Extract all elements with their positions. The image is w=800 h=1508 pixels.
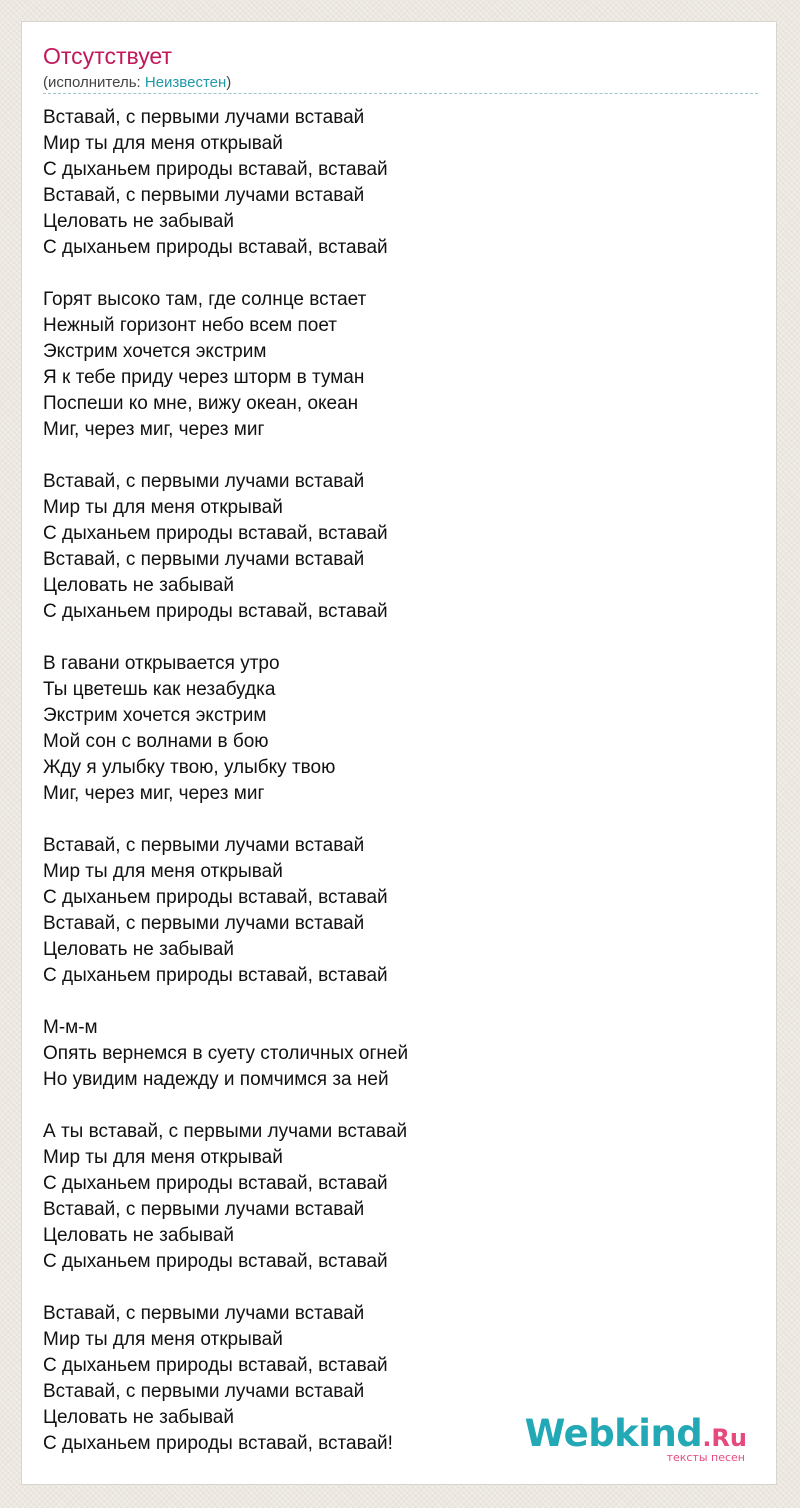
lyrics-line: Жду я улыбку твою, улыбку твою <box>43 757 336 778</box>
lyrics-line: С дыханьем природы вставай, вставай! <box>43 1433 393 1454</box>
lyrics-line: С дыханьем природы вставай, вставай <box>43 159 388 180</box>
lyrics-line: Нежный горизонт небо всем поет <box>43 315 337 336</box>
lyrics-stanza <box>43 833 743 989</box>
lyrics-line: С дыханьем природы вставай, вставай <box>43 601 388 622</box>
lyrics-line: С дыханьем природы вставай, вставай <box>43 887 388 908</box>
lyrics-line: Целовать не забывай <box>43 211 234 232</box>
lyrics-line: С дыханьем природы вставай, вставай <box>43 1251 388 1272</box>
artist-suffix: ) <box>226 74 232 91</box>
lyrics-line: Целовать не забывай <box>43 1225 234 1246</box>
title-divider <box>43 93 758 94</box>
lyrics-stanza <box>43 651 743 807</box>
lyrics-line: Мир ты для меня открывай <box>43 497 283 518</box>
lyrics-line: А ты вставай, с первыми лучами вставай <box>43 1121 408 1142</box>
webkind-logo[interactable] <box>525 1414 747 1464</box>
lyrics-line: Миг, через миг, через миг <box>43 419 265 440</box>
lyrics-line: В гавани открывается утро <box>43 653 280 674</box>
lyrics-line: Мир ты для меня открывай <box>43 133 283 154</box>
song-title: Отсутствует <box>43 43 172 69</box>
artist-link[interactable]: Неизвестен <box>144 74 227 91</box>
lyrics-line: С дыханьем природы вставай, вставай <box>43 523 388 544</box>
lyrics-text <box>43 105 743 1483</box>
lyrics-line: М-м-м <box>43 1017 98 1038</box>
lyrics-stanza <box>43 469 743 625</box>
lyrics-line: Экстрим хочется экстрим <box>43 341 267 362</box>
lyrics-line: Мир ты для меня открывай <box>43 1147 283 1168</box>
lyrics-line: С дыханьем природы вставай, вставай <box>43 1173 388 1194</box>
lyrics-line: Но увидим надежду и помчимся за ней <box>43 1069 389 1090</box>
logo-tagline: тексты песен <box>666 1451 745 1464</box>
lyrics-line: Вставай, с первыми лучами вставай <box>43 835 365 856</box>
lyrics-line: Вставай, с первыми лучами вставай <box>43 1381 365 1402</box>
lyrics-line: Вставай, с первыми лучами вставай <box>43 471 365 492</box>
lyrics-card <box>21 21 777 1485</box>
artist-prefix: (исполнитель: <box>43 74 145 91</box>
lyrics-line: Мир ты для меня открывай <box>43 861 283 882</box>
lyrics-line: Опять вернемся в суету столичных огней <box>43 1043 409 1064</box>
lyrics-line: С дыханьем природы вставай, вставай <box>43 237 388 258</box>
artist-line <box>43 73 231 93</box>
lyrics-line: Мир ты для меня открывай <box>43 1329 283 1350</box>
lyrics-line: Целовать не забывай <box>43 939 234 960</box>
lyrics-stanza <box>43 1119 743 1275</box>
lyrics-line: Миг, через миг, через миг <box>43 783 265 804</box>
logo-name: Webkind <box>524 1412 703 1455</box>
lyrics-line: С дыханьем природы вставай, вставай <box>43 1355 388 1376</box>
lyrics-line: Я к тебе приду через шторм в туман <box>43 367 365 388</box>
lyrics-line: Ты цветешь как незабудка <box>43 679 276 700</box>
lyrics-line: Горят высоко там, где солнце встает <box>43 289 367 310</box>
lyrics-line: Целовать не забывай <box>43 575 234 596</box>
lyrics-line: С дыханьем природы вставай, вставай <box>43 965 388 986</box>
lyrics-line: Вставай, с первыми лучами вставай <box>43 185 365 206</box>
lyrics-line: Экстрим хочется экстрим <box>43 705 267 726</box>
lyrics-line: Вставай, с первыми лучами вставай <box>43 549 365 570</box>
lyrics-line: Вставай, с первыми лучами вставай <box>43 913 365 934</box>
lyrics-stanza <box>43 1015 743 1093</box>
lyrics-line: Вставай, с первыми лучами вставай <box>43 1199 365 1220</box>
lyrics-line: Вставай, с первыми лучами вставай <box>43 1303 365 1324</box>
lyrics-line: Поспеши ко мне, вижу океан, океан <box>43 393 359 414</box>
logo-tld: .Ru <box>702 1424 747 1452</box>
lyrics-line: Целовать не забывай <box>43 1407 234 1428</box>
lyrics-stanza <box>43 287 743 443</box>
lyrics-stanza <box>43 105 743 261</box>
lyrics-line: Вставай, с первыми лучами вставай <box>43 107 365 128</box>
lyrics-line: Мой сон с волнами в бою <box>43 731 269 752</box>
